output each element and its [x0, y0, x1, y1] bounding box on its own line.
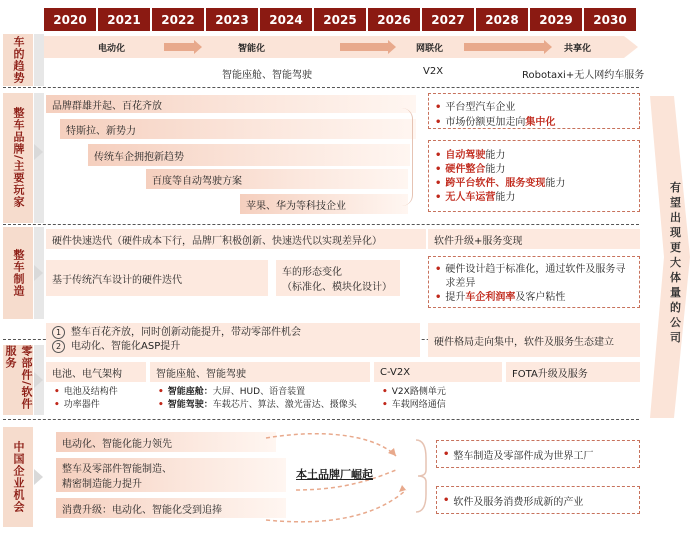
manufacturing-traditional	[46, 260, 268, 296]
number-badge: 2	[52, 340, 65, 353]
bullet-item: • 自动驾驶能力	[435, 150, 506, 161]
bullet-item: • 平台型汽车企业	[435, 102, 516, 113]
year-2028: 2028	[476, 8, 528, 31]
manufacturing-box-standardization	[428, 256, 640, 308]
bullet-item: • 硬件设计趋于标准化，通过软件及服务寻求差异	[435, 264, 626, 289]
box-text: 软件升级+服务变现	[434, 235, 523, 247]
china-box-world-factory: • 整车制造及零部件成为世界工厂	[436, 440, 640, 468]
chevron-manufacturing-icon	[34, 265, 43, 281]
bullet-item: • 功率器件	[54, 400, 100, 410]
bullet-item: • V2X路侧单元	[382, 387, 446, 397]
box-text: 智能座舱、智能驾驶	[156, 368, 246, 380]
bullet-item: • 市场份额更加走向集中化	[435, 117, 556, 128]
year-2021: 2021	[98, 8, 150, 31]
section-label-china: 中国企业机会	[3, 427, 33, 527]
year-2023: 2023	[206, 8, 258, 31]
box-text: 软件及服务消费形成新的产业	[453, 496, 584, 508]
china-box-new-industry: • 软件及服务消费形成新的产业	[436, 486, 640, 514]
parts-smart-cockpit-driving	[150, 362, 370, 382]
year-2029: 2029	[530, 8, 582, 31]
box-text: 车的形态变化	[282, 267, 342, 278]
brand-step-4	[146, 169, 408, 189]
box-text: C-V2X	[380, 366, 411, 378]
year-2030: 2030	[584, 8, 636, 31]
box-text: （标准化、模块化设计）	[282, 282, 392, 293]
brace	[402, 108, 413, 206]
box-text: 硬件快速迭代（硬件成本下行，品牌厂积极创新、快速迭代以实现差异化）	[52, 235, 382, 247]
bullet-item: • 车载网络通信	[382, 400, 446, 410]
china-center-label: 本土品牌厂崛起	[296, 468, 373, 481]
china-brace-icon	[414, 438, 430, 514]
separator	[3, 419, 639, 420]
numbered-item: 1 整车百花齐放，同时创新动能提升，带动零部件机会	[52, 326, 420, 340]
chevron-parts-icon	[34, 372, 43, 388]
year-2027: 2027	[422, 8, 474, 31]
parts-battery-architecture	[46, 362, 146, 382]
numbered-item: 2 电动化、智能化ASP提升	[52, 340, 420, 354]
brand-step-2	[60, 119, 416, 139]
parts-smart-list	[158, 386, 357, 412]
chevron-brands-icon	[34, 144, 43, 160]
separator	[3, 87, 639, 88]
brand-step-text: 品牌群雄并起、百花齐放	[52, 100, 162, 112]
bullet-item: • 电池及结构件	[54, 387, 118, 397]
pill-text: 电动化、智能化能力领先	[62, 438, 172, 450]
phase-electrification: 电动化	[98, 44, 126, 54]
bullet-item: • 智能座舱：大屏、HUD、语音装置	[158, 387, 306, 397]
stripe-trends	[34, 34, 44, 86]
trend-detail-intelligent: 智能座舱、智能驾驶	[222, 70, 312, 81]
brand-step-text: 苹果、华为等科技企业	[246, 200, 346, 212]
parts-battery-list	[54, 386, 118, 412]
separator	[3, 224, 639, 225]
year-2020: 2020	[44, 8, 96, 31]
parts-fota	[506, 362, 640, 382]
manufacturing-form-change	[276, 260, 400, 296]
bullet-item: • 提升车企利润率及客户粘性	[435, 292, 566, 303]
chevron-china-icon	[34, 469, 43, 485]
parts-consolidation	[428, 323, 640, 357]
brands-box-platform	[428, 93, 640, 129]
number-badge: 1	[52, 326, 65, 339]
box-text: 电池、电气架构	[52, 368, 122, 380]
arrow-icon	[399, 485, 406, 492]
parts-v2x-list	[382, 386, 446, 412]
manufacturing-hardware-iteration	[46, 229, 426, 249]
trend-detail-v2x: V2X	[423, 66, 444, 77]
section-label-parts: 零部件/软件服务	[3, 345, 33, 415]
year-2024: 2024	[260, 8, 312, 31]
brand-step-text: 传统车企拥抱新趋势	[94, 151, 184, 163]
box-text: 硬件格局走向集中，软件及服务生态建立	[434, 336, 614, 348]
brands-box-capabilities	[428, 140, 640, 212]
bullet-item: • 智能驾驶：车载芯片、算法、激光雷达、摄像头	[158, 400, 357, 410]
trend-detail-robotaxi: Robotaxi+无人网约车服务	[522, 70, 645, 81]
box-text: 基于传统汽车设计的硬件迭代	[52, 274, 182, 286]
brand-step-text: 特斯拉、新势力	[66, 125, 136, 137]
arrow-icon	[388, 448, 396, 456]
phase-connected: 网联化	[416, 44, 444, 54]
brand-step-3	[88, 144, 410, 166]
section-label-brands: 整车品牌/主要玩家	[3, 93, 33, 223]
box-text: FOTA升级及服务	[512, 368, 588, 380]
brand-step-1	[46, 95, 416, 113]
brand-step-text: 百度等自动驾驶方案	[152, 175, 242, 187]
section-label-trends: 车的趋势	[3, 34, 33, 86]
parts-opportunities	[46, 323, 420, 357]
pill-text: 整车及零部件智能制造、	[62, 464, 172, 475]
trend-arrow-band	[44, 34, 640, 60]
parts-cv2x	[374, 362, 502, 382]
phase-shared: 共享化	[564, 44, 592, 54]
bullet-item: • 无人车运营能力	[435, 192, 516, 203]
year-2025: 2025	[314, 8, 366, 31]
year-2022: 2022	[152, 8, 204, 31]
pill-text: 精密制造能力提升	[62, 479, 142, 490]
box-text: 整车制造及零部件成为世界工厂	[453, 450, 594, 462]
bullet-item: • 跨平台软件、服务变现能力	[435, 178, 566, 189]
brand-step-5	[240, 194, 408, 214]
phase-intelligent: 智能化	[238, 44, 266, 54]
year-2026: 2026	[368, 8, 420, 31]
right-label-bigger-companies: 有望出现更大体量的公司	[670, 181, 681, 344]
manufacturing-software-upgrade	[428, 229, 640, 249]
bullet-item: • 硬件整合能力	[435, 164, 506, 175]
section-label-manufacturing: 整车制造	[3, 227, 33, 319]
pill-text: 消费升级：电动化、智能化受到追捧	[62, 504, 222, 516]
